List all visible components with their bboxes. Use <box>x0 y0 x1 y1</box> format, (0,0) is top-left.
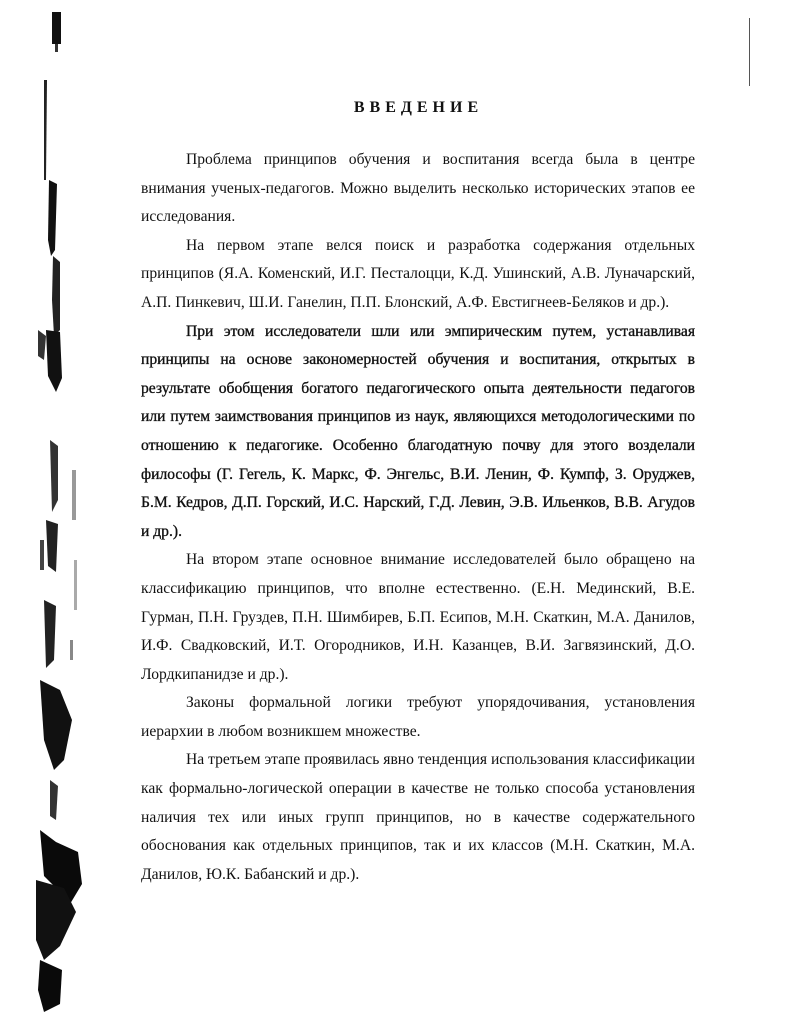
document-body <box>141 146 695 889</box>
paragraph-4: На втором этапе основное внимание исследователей было обращено на классификацию принципов, что вполне естественно. (Е.Н. Мединский, В.Е. Гурман, П.Н. Груздев, П.Н. Шимбирев, Б.П. Есипов, М.Н. Скаткин, М.А. Данилов, И.Ф. Свадковский, И.Т. Огородников, И.Н. Казанцев, В.И. Загвязинский, Д.О. Лордкипанидзе и др.). <box>141 551 695 683</box>
paragraph-2: На первом этапе велся поиск и разработка содержания отдельных принципов (Я.А. Коменский, И.Г. Песталоцци, К.Д. Ушинский, А.В. Луначарский, А.П. Пинкевич, Ш.И. Ганелин, П.П. Блонский, А.Ф. Евстигнеев-Беляков и др.). <box>141 236 695 311</box>
paragraph-1: Проблема принципов обучения и воспитания всегда была в центре внимания ученых-педагогов. Можно выделить несколько исторических этапов ее исследования. <box>141 151 695 226</box>
paragraph-6: На третьем этапе проявилась явно тенденция использования классификации как формально-логической операции в качестве не только способа установления наличия тех или иных групп принципов, но в качестве содержательного обоснования как отдельных принципов, так и их классов (М.Н. Скаткин, М.А. Данилов, Ю.К. Бабанский и др.). <box>141 751 695 883</box>
page-title: ВВЕДЕНИЕ <box>353 98 484 116</box>
paragraph-5: Законы формальной логики требуют упорядочивания, установления иерархии в любом возникшем множестве. <box>141 694 695 740</box>
paragraph-3: При этом исследователи шли или эмпирическим путем, устанавливая принципы на основе закономерностей обучения и воспитания, открытых в результате обобщения богатого педагогического опыта деятельности педагогов или путем заимствования принципов из наук, являющихся методологическими по отношению к педагогике. Особенно благодатную почву для этого возделали философы (Г. Гегель, К. Маркс, Ф. Энгельс, В.И. Ленин, Ф. Кумпф, З. Оруджев, Б.М. Кедров, Д.П. Горский, И.С. Нарский, Г.Д. Левин, Э.В. Ильенков, В.В. Агудов и др.). <box>141 322 695 540</box>
scan-margin-line <box>749 18 750 86</box>
scan-edge-artifact <box>0 0 90 1018</box>
